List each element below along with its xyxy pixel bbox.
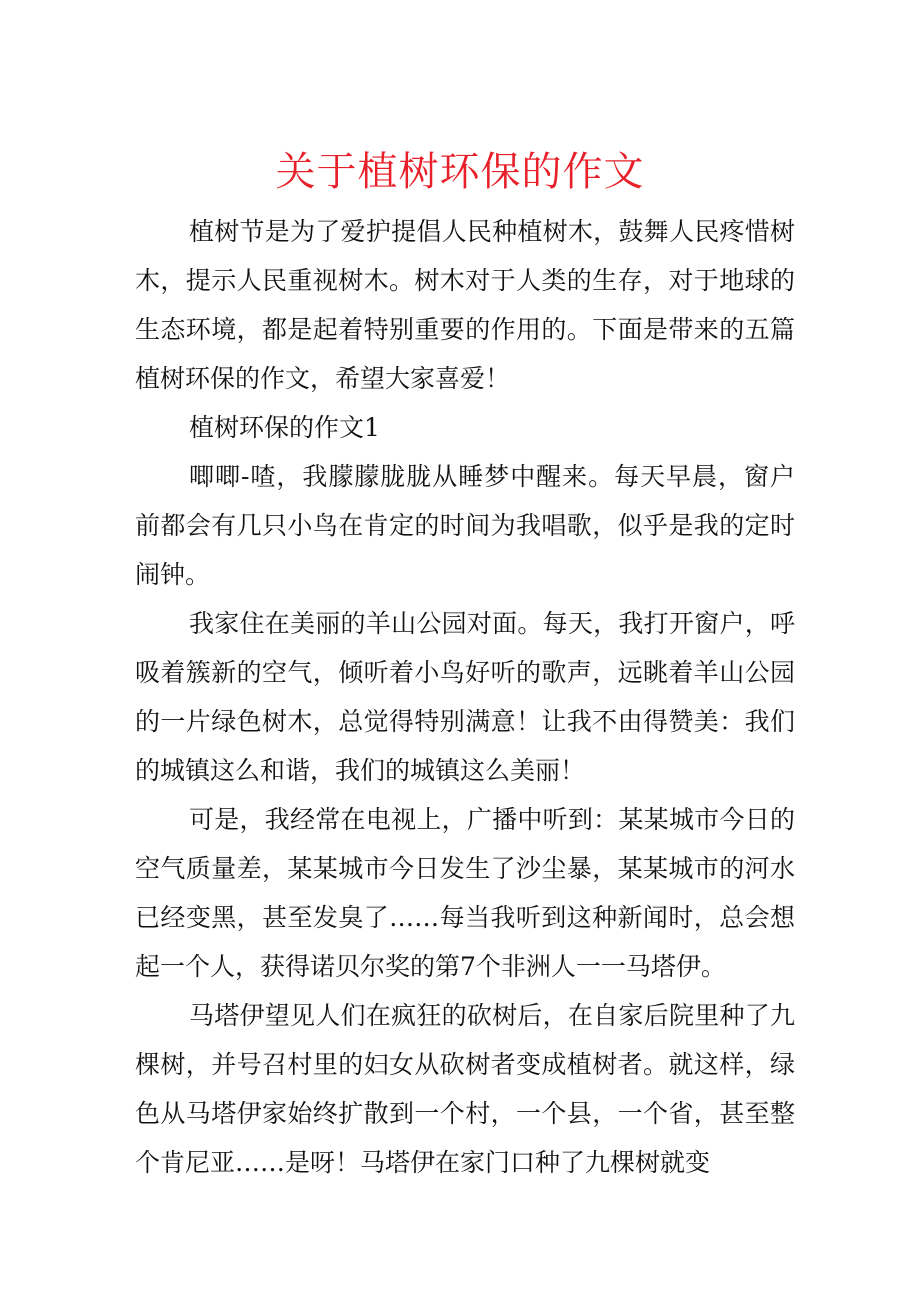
essay-paragraph: 可是，我经常在电视上，广播中听到：某某城市今日的空气质量差，某某城市今日发生了沙尘暴，某某城市的河水已经变黑，甚至发臭了……每当我听到这种新闻时，总会想起一个人，获得诺贝尔奖的第7个非洲人一一马塔伊。 (135, 805, 795, 981)
essay-paragraph: 马塔伊望见人们在疯狂的砍树后，在自家后院里种了九棵树，并号召村里的妇女从砍树者变成植树者。就这样，绿色从马塔伊家始终扩散到一个村，一个县，一个省，甚至整个肯尼亚……是呀！马塔伊在家门口种了九棵树就变 (135, 1001, 795, 1177)
essay-paragraph: 唧唧-喳，我朦朦胧胧从睡梦中醒来。每天早晨，窗户前都会有几只小鸟在肯定的时间为我唱歌，似乎是我的定时闹钟。 (135, 462, 795, 589)
document-title: 关于植树环保的作文 (275, 149, 645, 195)
essay-paragraph: 我家住在美丽的羊山公园对面。每天，我打开窗户，呼吸着簇新的空气，倾听着小鸟好听的歌声，远眺着羊山公园的一片绿色树木，总觉得特别满意！让我不由得赞美：我们的城镇这么和谐，我们的城镇这么美丽！ (135, 609, 795, 785)
essay-heading: 植树环保的作文1 (189, 413, 380, 442)
document-body (135, 207, 795, 1187)
intro-paragraph: 植树节是为了爱护提倡人民种植树木，鼓舞人民疼惜树木，提示人民重视树木。树木对于人类的生存，对于地球的生态环境，都是起着特别重要的作用的。下面是带来的五篇植树环保的作文，希望大家喜爱！ (135, 217, 795, 393)
